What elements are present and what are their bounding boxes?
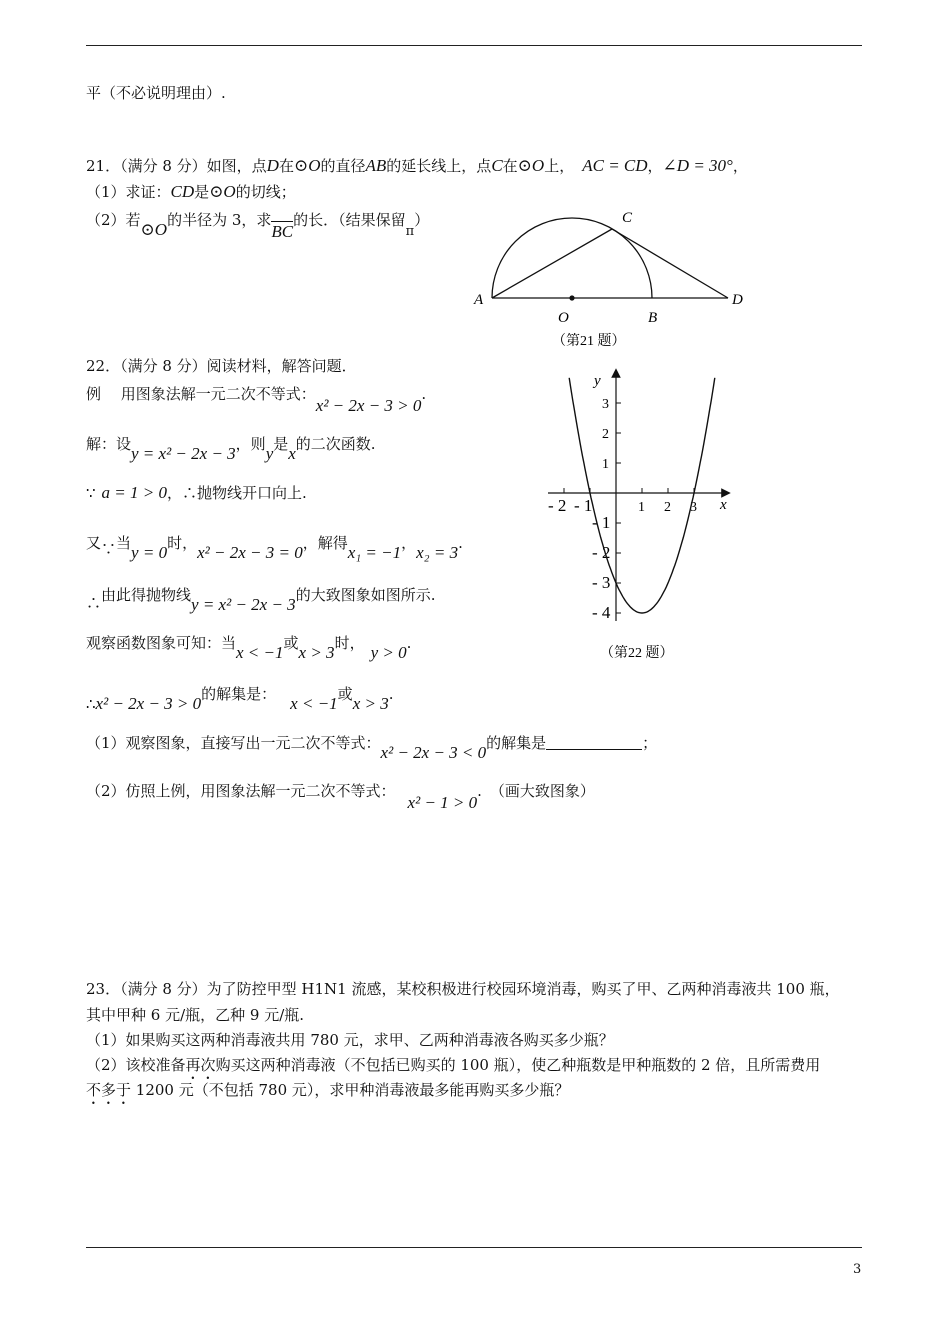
q22-graph-desc: ∴由此得抛物线y = x² − 2x − 3的大致图象如图所示. — [86, 586, 436, 614]
q22-open-up: ∵ a = 1 > 0，∴抛物线开口向上. — [86, 483, 307, 502]
q22-example: 例 用图象法解一元二次不等式：x² − 2x − 3 > 0. — [86, 385, 427, 415]
chord-AC — [492, 229, 612, 298]
label-B: B — [648, 310, 658, 326]
y-tick-label: - 1 — [592, 513, 611, 532]
semicircle-arc — [492, 218, 652, 298]
y-tick-label: - 3 — [592, 573, 611, 592]
q22-solution-set: 解：设y = x² − 2x − 3，则y是x的二次函数. — [86, 435, 376, 463]
q23-part2-line1: （2）该校准备再次购买这两种消毒液（不包括已购买的 100 瓶），使乙种瓶数是甲种瓶数的 2 倍，且所需费用 — [86, 1056, 821, 1074]
label-A: A — [474, 292, 484, 308]
x-tick-label: 3 — [690, 500, 697, 515]
q21-part1: （1）求证：CD是⊙O的切线； — [86, 182, 296, 201]
q21-part2: （2）若⊙O的半径为 3，求BC的长．（结果保留π） — [86, 211, 430, 241]
q22-graph — [540, 365, 740, 665]
y-tick-label: 2 — [602, 427, 609, 442]
header-rule — [86, 45, 862, 46]
q22-observation: 观察函数图象可知：当x < −1或x > 3时， y > 0. — [86, 634, 412, 662]
q21-caption: （第21 题） — [552, 334, 626, 349]
x-tick-label: - 2 — [548, 496, 567, 515]
answer-blank[interactable] — [546, 735, 642, 750]
q22-part2: （2）仿照上例，用图象法解一元二次不等式：x² − 1 > 0. （画大致图象） — [86, 782, 595, 812]
q22-caption: （第22 题） — [600, 646, 674, 661]
x-axis-label: x — [720, 497, 727, 513]
q23-line2: 其中甲种 6 元/瓶，乙种 9 元/瓶. — [86, 1006, 305, 1024]
y-tick-label: - 4 — [592, 603, 611, 622]
continuation-line: 平（不必说明理由）. — [86, 84, 226, 102]
y-axis-label: y — [594, 373, 601, 389]
q22-part1: （1）观察图象，直接写出一元二次不等式：x² − 2x − 3 < 0的解集是 ； — [86, 734, 658, 762]
q23-line1: 23．（满分 8 分）为了防控甲型 H1N1 流感，某校积极进行校园环境消毒，购买了甲、乙两种消毒液共 100 瓶， — [86, 980, 840, 998]
center-point-O — [569, 295, 574, 300]
y-tick-label: 3 — [602, 397, 609, 412]
q22-roots: 又∵当y = 0时，x² − 2x − 3 = 0，解得x₁ = −1，x₂ = 3. — [86, 534, 463, 562]
label-O: O — [558, 310, 569, 326]
x-tick-label: 1 — [638, 500, 645, 515]
q21-figure — [470, 200, 770, 350]
q22-conclusion: ∴x² − 2x − 3 > 0的解集是： x < −1或x > 3. — [86, 685, 394, 713]
label-D: D — [732, 292, 743, 308]
q22-header: 22．（满分 8 分）阅读材料，解答问题． — [86, 357, 357, 375]
page-number: 3 — [853, 1262, 862, 1277]
y-tick-label: - 2 — [592, 543, 611, 562]
q23-part1: （1）如果购买这两种消毒液共用 780 元，求甲、乙两种消毒液各购买多少瓶？ — [86, 1031, 614, 1049]
q21-statement: 21．（满分 8 分）如图，点D在⊙O的直径AB的延长线上，点C在⊙O上， AC = CD，∠D = 30°， — [86, 156, 748, 175]
footer-rule — [86, 1247, 862, 1248]
q23-part2-line2: 不多于 1200 元（不包括 780 元），求甲种消毒液最多能再购买多少瓶？ — [86, 1081, 570, 1099]
label-C: C — [622, 210, 633, 226]
tangent-CD — [612, 229, 728, 298]
x-tick-label: 2 — [664, 500, 671, 515]
y-tick-label: 1 — [602, 457, 609, 472]
x-tick-label: - 1 — [574, 496, 593, 515]
